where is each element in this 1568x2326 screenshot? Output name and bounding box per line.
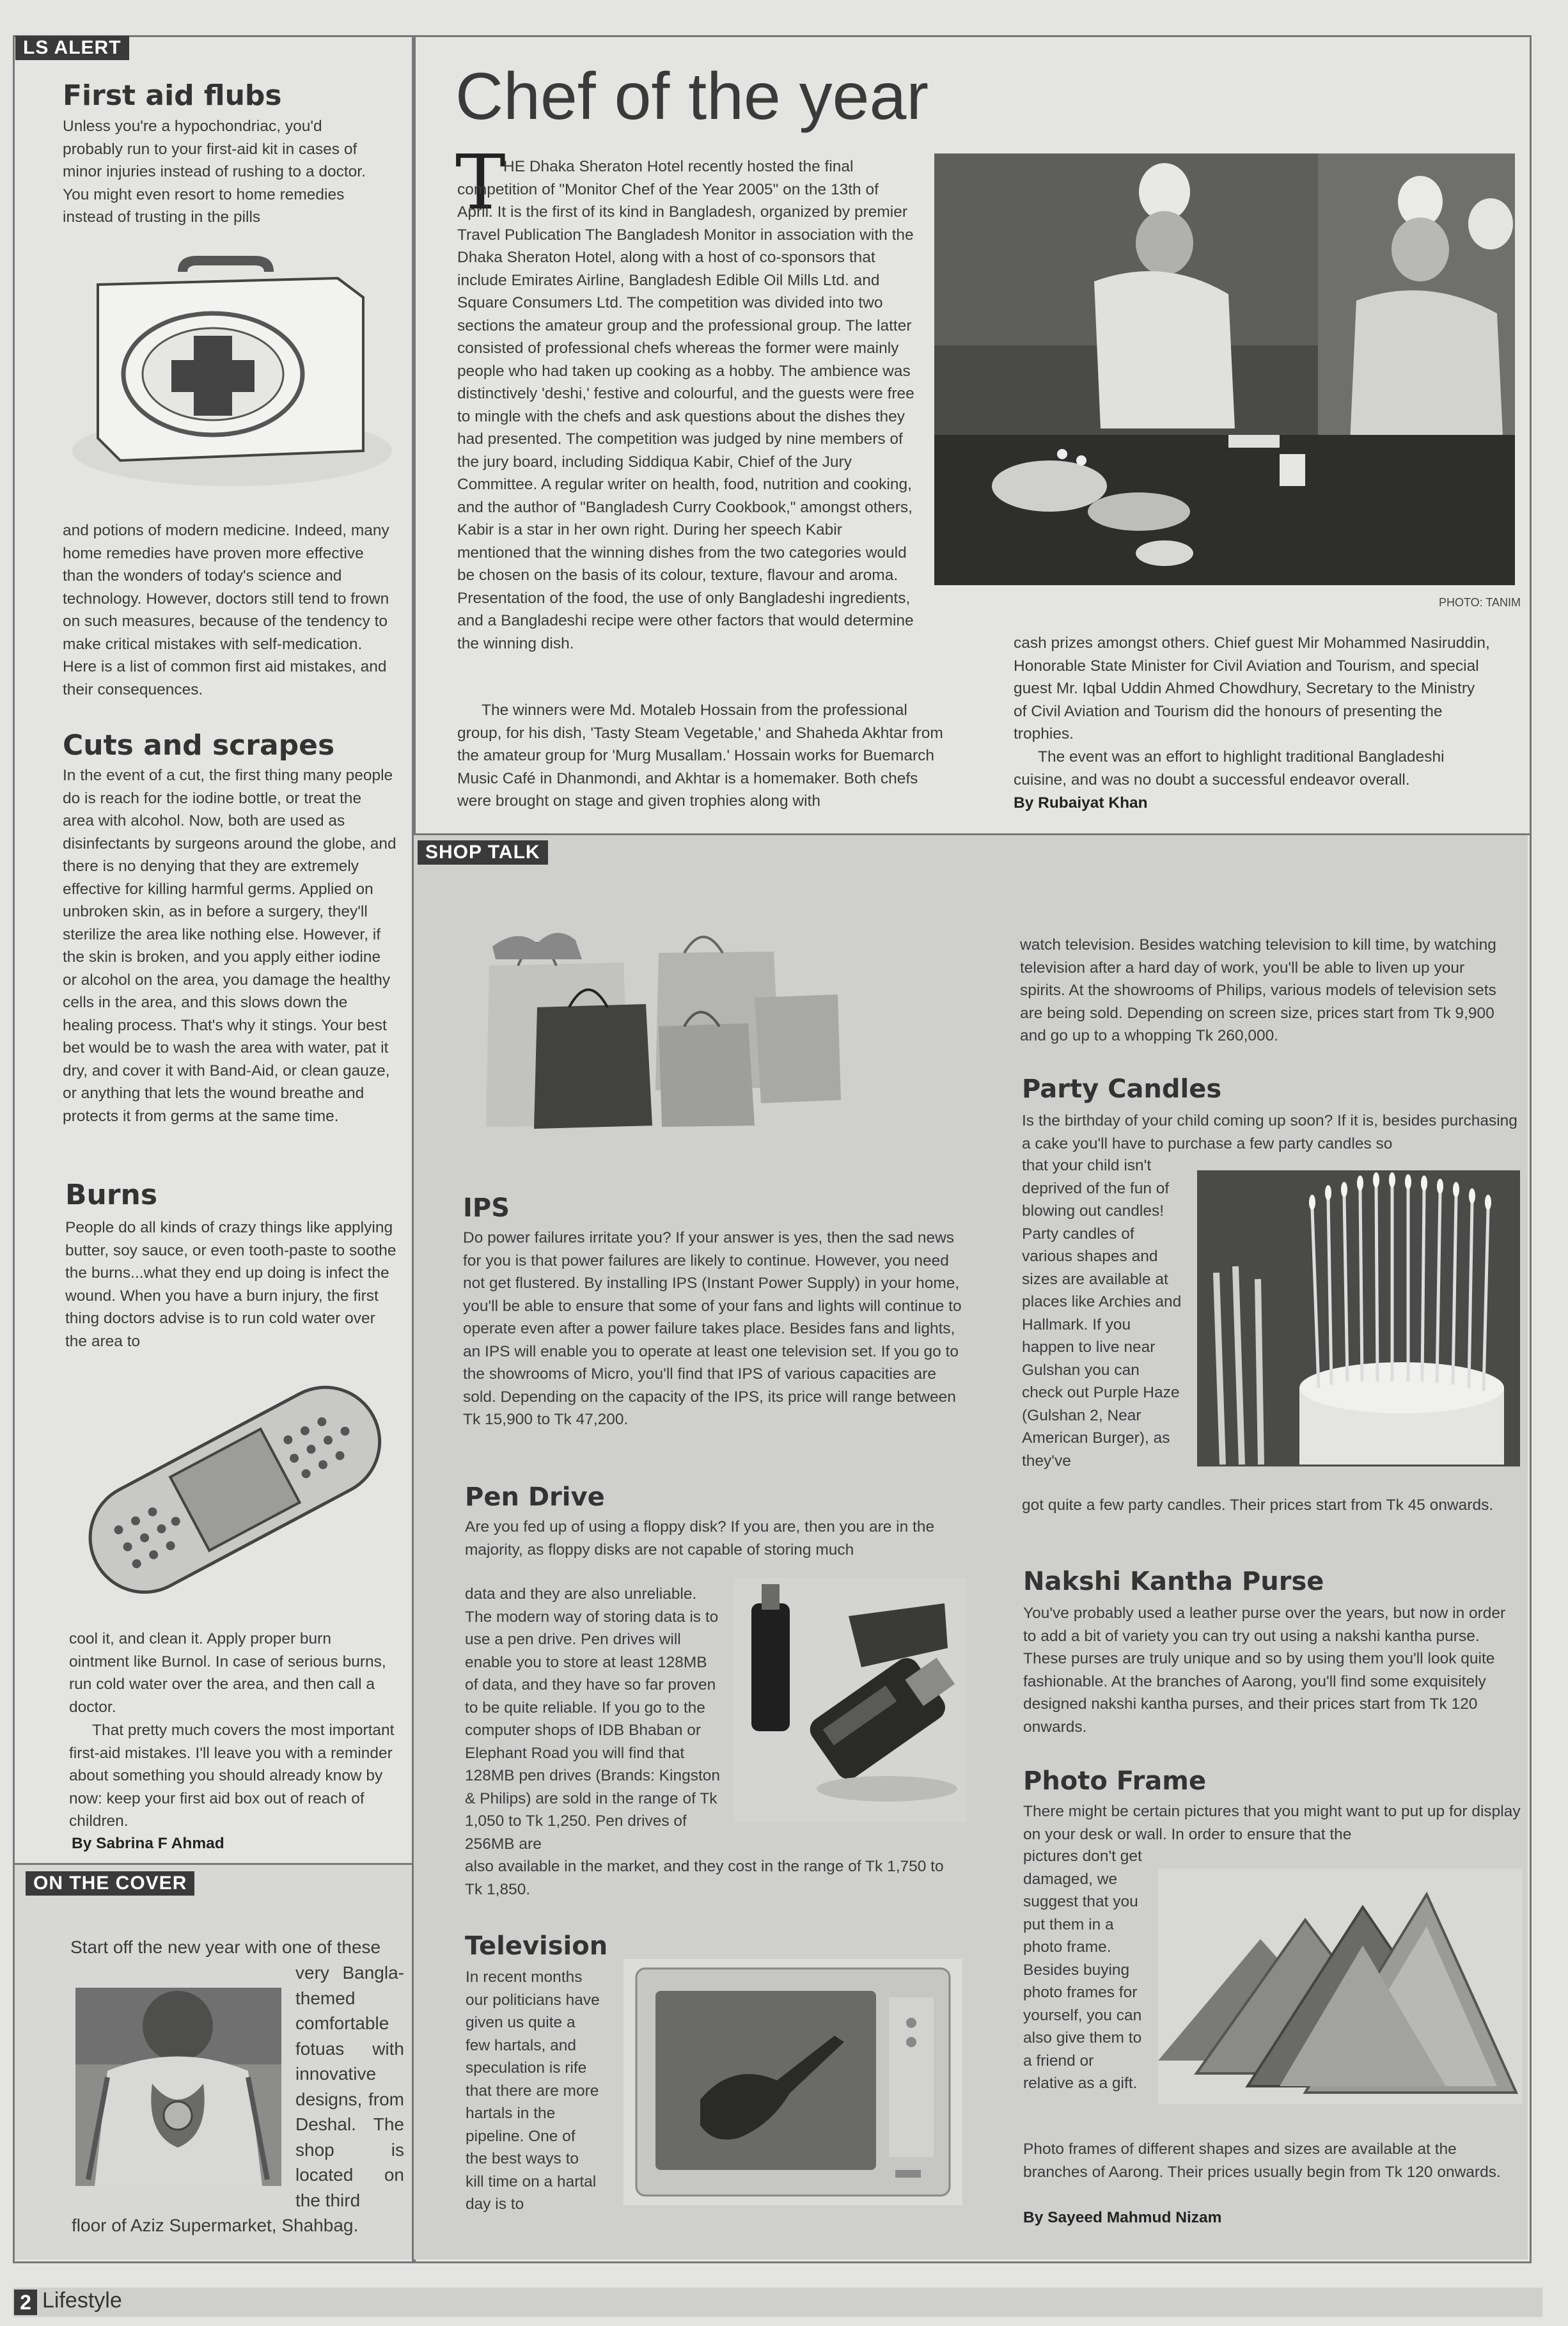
chef-closing-text: The event was an effort to highlight traditional Bangladeshi cuisine, and was no doubt a successful endeavor overall.	[1014, 748, 1445, 789]
cuts-text: In the event of a cut, the first thing many people do is reach for the iodine bottle, or treat the area with alcohol. Now, both are used as disinfectants by surgeons around the globe, and there is no denying that they are extremely effective for killing harmful germs. Applied on unbroken skin, as in before a surgery, they'll sterilize the area like nothing else. However, if the skin is broken, and you apply either iodine or alcohol on the area, you damage the healthy cells in the area, and this slows down the healing process. That's why it stings. Your best bet would be to wash the area with water, pat it dry, and cover it with Band-Aid, or clean gauze, or anything that lets the wound breathe and protects it from germs at the same time.	[63, 767, 396, 1125]
pen-drive-intro-text: Are you fed up of using a floppy disk? If you are, then you are in the majority, as floppy disks are not capable of storing much	[465, 1518, 935, 1559]
party-candles-price-text: got quite a few party candles. Their prices start from Tk 45 onwards.	[1022, 1497, 1494, 1514]
bandage-illustration	[64, 1359, 403, 1615]
pen-drive-price-text: also available in the market, and they cost in the range of Tk 1,750 to Tk 1,850.	[465, 1858, 944, 1898]
first-aid-text-continued: and potions of modern medicine. Indeed, many home remedies have proven more effective than the wonders of today's science and technology. However, doctors still tend to frown on such measures, because of the tendency to make critical mistakes with self-medication. Here is a list of common first aid mistakes, and their consequences.	[63, 522, 389, 698]
chef-byline: By Rubaiyat Khan	[1014, 794, 1148, 812]
photo-frame-heading: Photo Frame	[1023, 1766, 1207, 1796]
photo-frames-photo	[1158, 1869, 1523, 2104]
party-candles-heading: Party Candles	[1022, 1074, 1222, 1104]
cover-model-photo	[75, 1988, 281, 2186]
chef-photo-credit: PHOTO: TANIM	[1439, 596, 1521, 609]
chef-title: Chef of the year	[455, 59, 929, 134]
pen-drive-text: data and they are also unreliable. The modern way of storing data is to use a pen drive. Pen drives will enable you to store at least 128MB of data, and they have so far proven to be quite reliable. If you go to the computer shops of IDB Bhaban or Elephant Road you will find that 128MB pen drives (Brands: Kingston & Philips) are sold in the range of Tk 1,050 to Tk 1,250. Pen drives of 256MB are	[465, 1585, 721, 1853]
pen-drive-heading: Pen Drive	[465, 1482, 605, 1512]
burns-text: People do all kinds of crazy things like applying butter, soy sauce, or even tooth-paste to soothe the burns...what they end up doing is infect the wound. When you have a burn injury, the first thing doctors advise is to run cold water over the area to	[65, 1219, 396, 1350]
first-aid-kit-illustration	[63, 246, 395, 492]
party-candles-intro-text: Is the birthday of your child coming up soon? If it is, besides purchasing a cake you'll have to purchase a few party candles so	[1022, 1112, 1517, 1152]
television-heading: Television	[465, 1931, 608, 1961]
shopping-bags-photo	[467, 895, 844, 1132]
pen-drive-photo	[733, 1578, 966, 1823]
photo-frame-text: pictures don't get damaged, we suggest that you put them in a photo frame. Besides buying photo frames for yourself, you can also give them to a friend or relative as a gift.	[1023, 1848, 1142, 2092]
footer-brand: Lifestyle	[42, 2288, 122, 2313]
cuts-heading: Cuts and scrapes	[63, 729, 335, 762]
party-candles-text: that your child isn't deprived of the fun of blowing out candles! Party candles of various shapes and sizes are available at places like Archies and Hallmark. If you happen to live near Gulshan you can check out Purple Haze (Gulshan 2, Near American Burger), as they've	[1022, 1157, 1182, 1470]
page-number: 2	[14, 2290, 37, 2315]
chef-winners-text: The winners were Md. Motaleb Hossain from the professional group, for his dish, 'Tasty Steam Vegetable,' and Shaheda Akhtar from the amateur group for 'Murg Musallam.' Hossain works for Buemarch Music Café in Dhanmondi, and Akhtar is a homemaker. Both chefs were brought on stage and given trophies along with	[457, 702, 943, 810]
ips-text: Do power failures irritate you? If your answer is yes, then the sad news for you is that power failures are likely to continue. However, you need not get flustered. By installing IPS (Instant Power Supply) in your home, you'll be able to ensure that some of your fans and lights will continue to operate even after a power failure takes place. Besides fans and lights, an IPS will enable you to operate at least one television set. If you go to the showrooms of Micro, you'll find that IPS of various capacities are sold. Depending on the capacity of the IPS, its price will range between Tk 15,900 to Tk 47,200.	[463, 1229, 962, 1428]
cover-intro-text: Start off the new year with one of these	[70, 1937, 381, 1957]
shop-talk-byline: By Sayeed Mahmud Nizam	[1023, 2209, 1222, 2226]
chef-drop-cap: T	[455, 138, 506, 226]
photo-frame-price-text: Photo frames of different shapes and sizes are available at the branches of Aarong. Their prices usually begin from Tk 120 onwards.	[1023, 2141, 1501, 2181]
shop-talk-tag: SHOP TALK	[418, 840, 548, 865]
burns-closing-text: That pretty much covers the most important first-aid mistakes. I'll leave you with a reminder about something you should already know by now: keep your first aid box out of reach of children.	[69, 1722, 395, 1830]
on-the-cover-tag: ON THE COVER	[26, 1871, 194, 1896]
photo-frame-intro-text: There might be certain pictures that you might want to put up for display on your desk or wall. In order to ensure that the	[1023, 1803, 1521, 1843]
chef-prizes-text: cash prizes amongst others. Chief guest Mir Mohammed Nasiruddin, Honorable State Minister for Civil Aviation and Tourism, and special guest Mr. Iqbal Uddin Ahmed Chowdhury, Secretary to the Ministry of Civil Aviation and Tourism did the honours of presenting the trophies.	[1014, 634, 1490, 743]
cover-body-text: very Bangla-themed comfortable fotuas with innovative designs, from Deshal. The shop is located on the third	[295, 1963, 404, 2210]
television-text: In recent months our politicians have given us quite a few hartals, and speculation is rife that there are more hartals in the pipeline. One of the best ways to kill time on a hartal day is to	[466, 1968, 600, 2213]
burns-text-continued: cool it, and clean it. Apply proper burn ointment like Burnol. In case of serious burns, run cold water over the area, and then call a doctor.	[69, 1630, 386, 1716]
party-candles-photo	[1197, 1170, 1520, 1466]
chef-body-text: HE Dhaka Sheraton Hotel recently hosted the final competition of "Monitor Chef of the Year 2005" on the 13th of April. It is the first of its kind in Bangladesh, organized by premier Travel Publication The Bangladesh Monitor in association with the Dhaka Sheraton Hotel, along with a host of co-sponsors that include Emirates Airline, Bangladesh Edible Oil Mills Ltd. and Square Consumers Ltd. The competition was divided into two sections the amateur group and the professional group. The latter consisted of professional chefs whereas the former were mainly people who had taken up cooking as a hobby. The ambience was distinctively 'deshi,' festive and colourful, and the guests were free to mingle with the chefs and ask questions about the dishes they had presented. The competition was judged by nine members of the jury board, including Siddiqua Kabir, Chief of the Jury Committee. A regular writer on health, food, nutrition and cooking, and the author of "Bangladesh Curry Cookbook," amongst others, Kabir is a star in her own right. During her speech Kabir mentioned that the winning dishes from the two categories would be chosen on the basis of its colour, texture, flavour and aroma. Presentation of the food, the use of only Bangladeshi ingredients, and a Bangladeshi recipe were other factors that would determine the winning dish.	[457, 158, 914, 652]
chef-competition-photo	[934, 153, 1515, 585]
cover-location-text: floor of Aziz Supermarket, Shahbag.	[72, 2215, 359, 2235]
alert-byline: By Sabrina F Ahmad	[72, 1835, 224, 1852]
nakshi-kantha-text: You've probably used a leather purse over the years, but now in order to add a bit of variety you can try out using a nakshi kantha purse. These purses are truly unique and so by using them you'll look quite fashionable. At the branches of Aarong, you'll find some exquisitely designed nakshi kantha purses, and their prices start from Tk 120 onwards.	[1023, 1605, 1506, 1736]
burns-heading: Burns	[65, 1179, 158, 1211]
footer-bar	[13, 2288, 1542, 2317]
ips-heading: IPS	[463, 1193, 510, 1223]
first-aid-heading: First aid flubs	[63, 79, 282, 112]
ls-alert-tag: LS ALERT	[15, 36, 129, 60]
television-photo	[623, 1959, 962, 2205]
television-continued-text: watch television. Besides watching television to kill time, by watching television after a hard day of work, you'll be able to liven up your spirits. At the showrooms of Philips, various models of television sets are being sold. Depending on screen size, prices start from Tk 9,900 and go up to a whopping Tk 260,000.	[1020, 936, 1496, 1044]
first-aid-text: Unless you're a hypochondriac, you'd probably run to your first-aid kit in cases of minor injuries instead of rushing to a doctor. You might even resort to home remedies instead of trusting in the pills	[63, 118, 366, 226]
nakshi-kantha-heading: Nakshi Kantha Purse	[1023, 1567, 1324, 1596]
